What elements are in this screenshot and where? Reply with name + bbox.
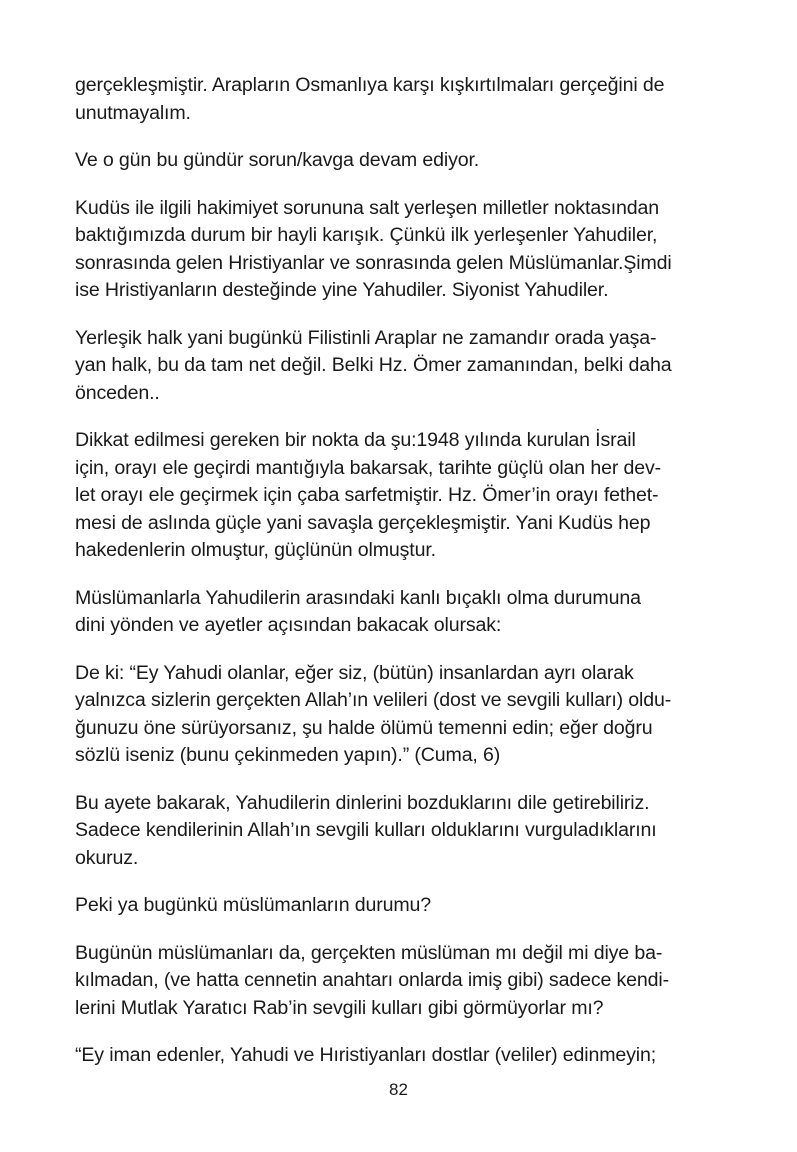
text-line: önceden.. (75, 381, 160, 404)
quote-paragraph (75, 660, 723, 770)
text-line: okuruz. (75, 846, 139, 869)
text-line: Dikkat edilmesi gereken bir nokta da şu:1948 yılında kurulan İsrail (75, 429, 636, 451)
text-line: yalnızca sizlerin gerçekten Allah’ın velileri (dost ve sevgili kulları) oldu- (75, 689, 672, 711)
text-line: Yerleşik halk yani bugünkü Filistinli Araplar ne zamandır orada yaşa- (75, 326, 657, 349)
text-line: mesi de aslında güçle yani savaşla gerçekleşmiştir. Yani Kudüs hep (75, 511, 651, 534)
text-line: baktığımızda durum bir hayli karışık. Çünkü ilk yerleşenler Yahudiler, (75, 224, 658, 246)
paragraph (75, 72, 723, 127)
text-line: ğunuzu öne sürüyorsanız, şu halde ölümü temenni edin; eğer doğru (75, 716, 653, 739)
paragraph (75, 427, 723, 565)
text-line: ise Hristiyanların desteğinde yine Yahudiler. Siyonist Yahudiler. (75, 279, 609, 301)
paragraph (75, 325, 723, 408)
text-line: için, orayı ele geçirdi mantığıyla bakarsak, tarihte güçlü olan her dev- (75, 456, 662, 479)
text-line: Müslümanlarla Yahudilerin arasındaki kanlı bıçaklı olma durumuna (75, 586, 641, 609)
text-line: gerçekleşmiştir. Arapların Osmanlıya karşı kışkırtılmaları gerçeğini de (75, 74, 665, 96)
text-line: “Ey iman edenler, Yahudi ve Hıristiyanları dostlar (veliler) edinmeyin; (75, 1044, 657, 1066)
paragraph (75, 195, 723, 305)
paragraph (75, 585, 723, 640)
paragraph (75, 147, 723, 175)
text-line: dini yönden ve ayetler açısından bakacak olursak: (75, 614, 502, 636)
text-line: Peki ya bugünkü müslümanların durumu? (75, 894, 432, 916)
text-line: kılmadan, (ve hatta cennetin anahtarı onlarda imiş gibi) sadece kendi- (75, 969, 669, 991)
text-line: lerini Mutlak Yaratıcı Rab’in sevgili kulları gibi görmüyorlar mı? (75, 996, 604, 1019)
text-line: yan halk, bu da tam net değil. Belki Hz. Ömer zamanından, belki daha (75, 354, 672, 376)
text-line: let orayı ele geçirmek için çaba sarfetmiştir. Hz. Ömer’in orayı fethet- (75, 484, 659, 506)
paragraph (75, 790, 723, 873)
page-number: 82 (389, 1080, 408, 1099)
text-line: Bugünün müslümanları da, gerçekten müslüman mı değil mi diye ba- (75, 941, 663, 964)
page-body (75, 72, 723, 1090)
text-line: De ki: “Ey Yahudi olanlar, eğer siz, (bütün) insanlardan ayrı olarak (75, 661, 634, 684)
paragraph (75, 892, 723, 920)
text-line: sonrasında gelen Hristiyanlar ve sonrasında gelen Müslümanlar.Şimdi (75, 251, 672, 274)
text-line: sözlü iseniz (bunu çekinmeden yapın).” (Cuma, 6) (75, 744, 501, 766)
paragraph (75, 940, 723, 1023)
text-line: Ve o gün bu gündür sorun/kavga devam ediyor. (75, 149, 480, 171)
text-line: Kudüs ile ilgili hakimiyet sorununa salt yerleşen milletler noktasından (75, 196, 659, 219)
text-line: hakedenlerin olmuştur, güçlünün olmuştur. (75, 539, 436, 561)
text-line: Sadece kendilerinin Allah’ın sevgili kulları olduklarını vurguladıklarını (75, 819, 657, 841)
text-line: unutmayalım. (75, 101, 191, 124)
quote-paragraph (75, 1042, 723, 1070)
text-line: Bu ayete bakarak, Yahudilerin dinlerini bozduklarını dile getirebiliriz. (75, 791, 650, 814)
